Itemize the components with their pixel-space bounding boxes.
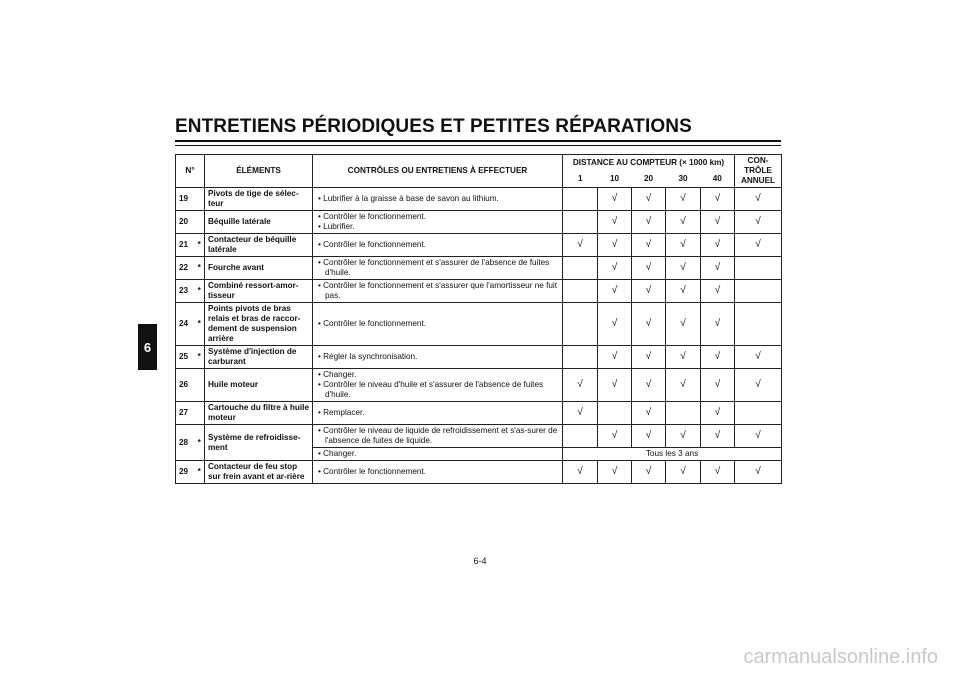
table-row <box>176 257 782 280</box>
row-star <box>195 402 205 425</box>
row-item: Points pivots de bras relais et bras de raccor-dement de suspension arrière <box>205 303 313 346</box>
check-cell: √ <box>632 402 666 425</box>
row-star: * <box>195 257 205 280</box>
table-row <box>176 188 782 211</box>
row-item: Système de refroidisse-ment <box>205 425 313 461</box>
action-line: • Contrôler le niveau de liquide de refroidissement et s'as-surer de l'absence de fuites de liquide. <box>318 426 558 445</box>
check-cell: √ <box>563 461 598 484</box>
check-cell: √ <box>666 211 701 234</box>
check-cell: √ <box>598 369 632 402</box>
row-star: * <box>195 346 205 369</box>
row-star: * <box>195 280 205 303</box>
check-cell: √ <box>598 257 632 280</box>
check-cell: √ <box>701 234 735 257</box>
row-star <box>195 369 205 402</box>
chapter-tab: 6 <box>138 324 157 370</box>
row-star <box>195 188 205 211</box>
check-cell: √ <box>632 461 666 484</box>
row-actions <box>313 211 563 234</box>
check-cell: √ <box>598 280 632 303</box>
action-line: • Contrôler le fonctionnement. <box>318 212 426 221</box>
check-cell <box>563 280 598 303</box>
check-cell: √ <box>735 369 782 402</box>
check-cell <box>563 188 598 211</box>
action-line: • Changer. <box>318 370 357 379</box>
check-cell: √ <box>701 461 735 484</box>
check-cell <box>563 346 598 369</box>
row-item: Huile moteur <box>205 369 313 402</box>
check-cell: √ <box>598 425 632 448</box>
row-item: Fourche avant <box>205 257 313 280</box>
row-actions <box>313 448 563 461</box>
table-row <box>176 234 782 257</box>
check-cell: √ <box>632 280 666 303</box>
row-item: Béquille latérale <box>205 211 313 234</box>
check-cell <box>563 425 598 448</box>
check-cell: √ <box>735 188 782 211</box>
check-cell: √ <box>563 402 598 425</box>
table-row <box>176 346 782 369</box>
row-item: Cartouche du filtre à huile moteur <box>205 402 313 425</box>
check-cell: √ <box>632 211 666 234</box>
check-cell <box>666 402 701 425</box>
action-line: • Contrôler le niveau d'huile et s'assurer de l'absence de fuites d'huile. <box>318 380 544 399</box>
header-km-30: 30 <box>666 171 701 188</box>
table-row <box>176 425 782 448</box>
row-number: 21 <box>176 234 195 257</box>
row-star: * <box>195 425 205 461</box>
check-cell: √ <box>666 369 701 402</box>
row-actions <box>313 188 563 211</box>
check-cell: √ <box>735 234 782 257</box>
check-cell: √ <box>701 369 735 402</box>
row-item: Contacteur de béquille latérale <box>205 234 313 257</box>
header-elements: ÉLÉMENTS <box>205 155 313 188</box>
check-cell <box>735 303 782 346</box>
title-rule <box>175 140 781 142</box>
table-row <box>176 461 782 484</box>
row-star: * <box>195 234 205 257</box>
check-cell: √ <box>701 280 735 303</box>
row-actions <box>313 461 563 484</box>
check-cell: √ <box>632 257 666 280</box>
row-actions <box>313 402 563 425</box>
row-number: 28 <box>176 425 195 461</box>
action-line: • Remplacer. <box>318 408 365 417</box>
check-cell <box>563 257 598 280</box>
action-line: • Lubrifier. <box>318 222 355 231</box>
row-item: Pivots de tige de sélec-teur <box>205 188 313 211</box>
check-cell: √ <box>735 425 782 448</box>
header-num: N° <box>176 155 205 188</box>
check-cell: √ <box>666 234 701 257</box>
check-cell: √ <box>666 346 701 369</box>
header-km-40: 40 <box>701 171 735 188</box>
check-cell: √ <box>701 211 735 234</box>
check-cell <box>735 257 782 280</box>
check-cell: √ <box>632 369 666 402</box>
row-star <box>195 211 205 234</box>
row-number: 26 <box>176 369 195 402</box>
header-distance: DISTANCE AU COMPTEUR (× 1000 km) <box>563 155 735 172</box>
row-actions <box>313 303 563 346</box>
table-row <box>176 211 782 234</box>
header-km-20: 20 <box>632 171 666 188</box>
row-number: 23 <box>176 280 195 303</box>
check-cell: √ <box>666 280 701 303</box>
row-star: * <box>195 461 205 484</box>
row-actions <box>313 257 563 280</box>
row-number: 19 <box>176 188 195 211</box>
header-annual: CON-TRÔLE ANNUEL <box>735 155 782 188</box>
header-controls: CONTRÔLES OU ENTRETIENS À EFFECTUER <box>313 155 563 188</box>
check-cell: √ <box>598 461 632 484</box>
action-line: • Contrôler le fonctionnement et s'assurer que l'amortisseur ne fuit pas. <box>318 281 557 300</box>
check-cell <box>735 280 782 303</box>
check-cell: √ <box>666 188 701 211</box>
check-cell: √ <box>563 369 598 402</box>
check-cell: √ <box>701 402 735 425</box>
check-cell <box>735 402 782 425</box>
check-cell: √ <box>701 257 735 280</box>
check-cell: √ <box>598 211 632 234</box>
check-cell: √ <box>598 346 632 369</box>
action-line: • Contrôler le fonctionnement. <box>318 240 426 249</box>
check-cell: √ <box>666 425 701 448</box>
row-actions <box>313 369 563 402</box>
header-km-10: 10 <box>598 171 632 188</box>
check-cell: √ <box>632 234 666 257</box>
action-line: • Régler la synchronisation. <box>318 352 418 361</box>
check-cell: √ <box>701 346 735 369</box>
maintenance-table <box>175 154 782 484</box>
check-cell: √ <box>701 303 735 346</box>
check-cell: √ <box>598 303 632 346</box>
check-cell: √ <box>735 211 782 234</box>
row-number: 27 <box>176 402 195 425</box>
action-line: • Contrôler le fonctionnement. <box>318 319 426 328</box>
row-number: 20 <box>176 211 195 234</box>
check-cell: √ <box>701 188 735 211</box>
check-cell <box>563 211 598 234</box>
table-row <box>176 280 782 303</box>
watermark: carmanualsonline.info <box>743 646 938 668</box>
check-cell: √ <box>598 188 632 211</box>
row-number: 29 <box>176 461 195 484</box>
table-row <box>176 369 782 402</box>
check-cell: √ <box>735 346 782 369</box>
check-cell: √ <box>666 303 701 346</box>
action-line: • Lubrifier à la graisse à base de savon au lithium. <box>318 194 499 203</box>
header-km-1: 1 <box>563 171 598 188</box>
row-actions <box>313 425 563 448</box>
page-title: ENTRETIENS PÉRIODIQUES ET PETITES RÉPARATIONS <box>175 116 692 137</box>
row-number: 24 <box>176 303 195 346</box>
row-number: 25 <box>176 346 195 369</box>
row-star: * <box>195 303 205 346</box>
row-actions <box>313 346 563 369</box>
check-cell: √ <box>632 346 666 369</box>
every-3-years: Tous les 3 ans <box>563 448 782 461</box>
table-row <box>176 402 782 425</box>
row-actions <box>313 280 563 303</box>
row-item: Contacteur de feu stop sur frein avant et ar-rière <box>205 461 313 484</box>
check-cell: √ <box>735 461 782 484</box>
row-number: 22 <box>176 257 195 280</box>
action-line: • Changer. <box>318 449 357 458</box>
action-line: • Contrôler le fonctionnement et s'assurer de l'absence de fuites d'huile. <box>318 258 550 277</box>
check-cell <box>598 402 632 425</box>
title-rule-thin <box>175 145 781 146</box>
row-item: Système d'injection de carburant <box>205 346 313 369</box>
row-item: Combiné ressort-amor-tisseur <box>205 280 313 303</box>
page-number: 6-4 <box>473 556 487 566</box>
check-cell: √ <box>632 425 666 448</box>
check-cell: √ <box>563 234 598 257</box>
check-cell: √ <box>632 303 666 346</box>
check-cell: √ <box>666 461 701 484</box>
table-row <box>176 303 782 346</box>
check-cell <box>563 303 598 346</box>
check-cell: √ <box>598 234 632 257</box>
check-cell: √ <box>632 188 666 211</box>
row-actions <box>313 234 563 257</box>
action-line: • Contrôler le fonctionnement. <box>318 467 426 476</box>
check-cell: √ <box>701 425 735 448</box>
check-cell: √ <box>666 257 701 280</box>
